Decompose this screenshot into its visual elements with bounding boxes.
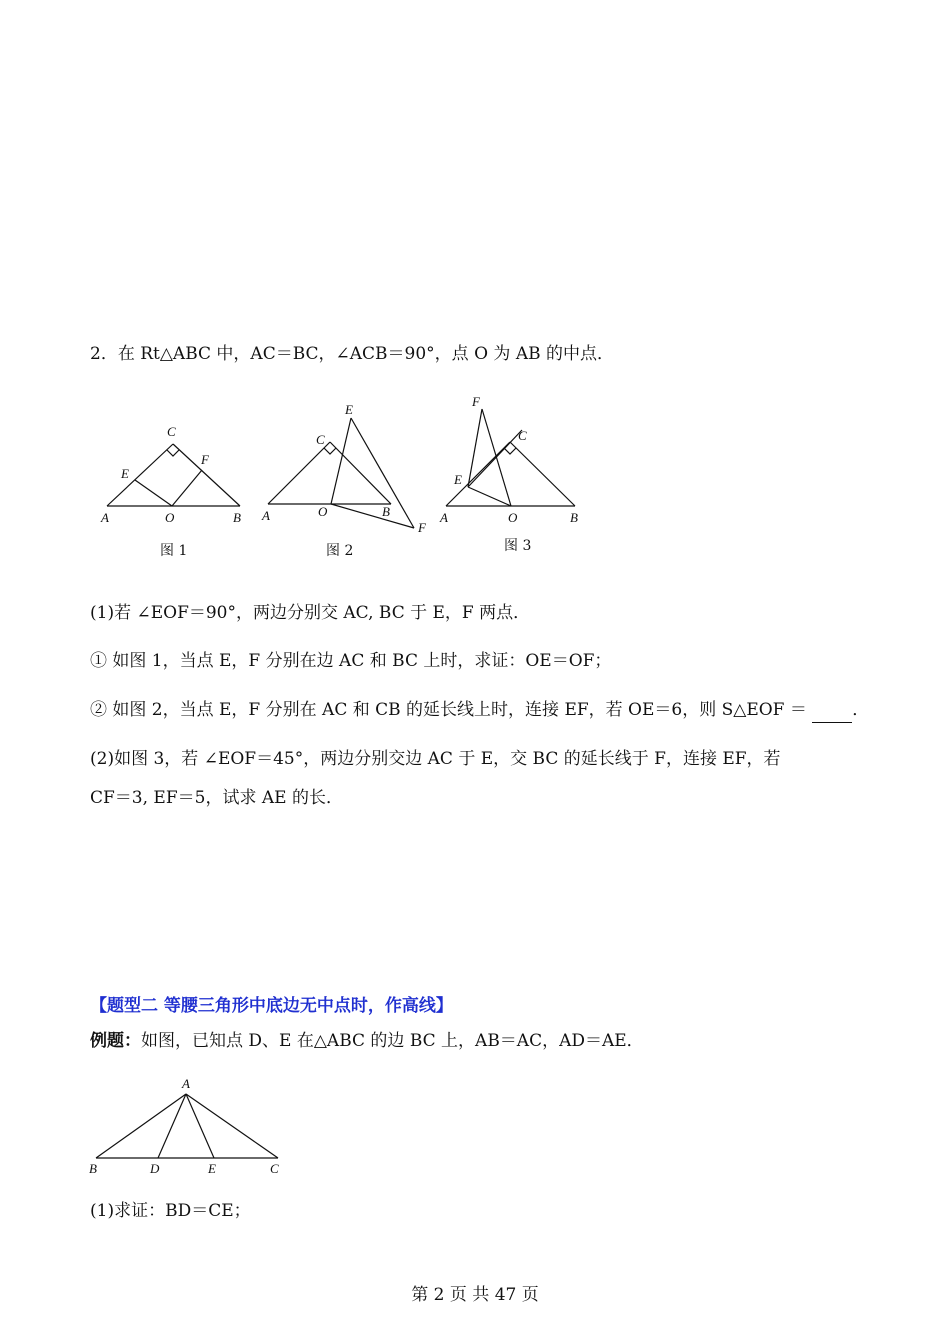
ex-label-c: C xyxy=(270,1161,279,1176)
fig1-label-a: A xyxy=(101,510,109,525)
example-text: 如图，已知点 D、E 在△ABC 的边 BC 上，AB＝AC，AD＝AE． xyxy=(141,1031,644,1051)
problem2-part2-line1: (2)如图 3，若 ∠EOF＝45°，两边分别交边 AC 于 E，交 BC 的延长线于 F，连接 EF，若 xyxy=(90,749,781,769)
problem2-sub2 xyxy=(90,697,869,723)
problem2-intro: 2．在 Rt△ABC 中，AC＝BC，∠ACB＝90°，点 O 为 AB 的中点． xyxy=(90,344,614,364)
answer-blank xyxy=(812,704,852,723)
example-figure xyxy=(86,1072,291,1180)
fig2-label-o: O xyxy=(318,504,328,519)
figure-3 xyxy=(438,392,588,527)
fig3-label-a: A xyxy=(440,510,448,525)
ex-label-e: E xyxy=(208,1161,216,1176)
fig3-label-o: O xyxy=(508,510,518,525)
fig3-label-b: B xyxy=(570,510,578,525)
figure-2-caption: 图 2 xyxy=(326,543,354,559)
problem2-sub2-text: ② 如图 2，当点 E，F 分别在 AC 和 CB 的延长线上时，连接 EF，若 OE＝6，则 S△EOF ＝ xyxy=(90,700,807,720)
example-line xyxy=(90,1028,644,1054)
page-footer: 第 2 页 共 47 页 xyxy=(411,1285,539,1305)
problem2-sub2-end: ． xyxy=(852,700,870,720)
figure-1-caption: 图 1 xyxy=(160,543,188,559)
figure-1 xyxy=(95,420,255,535)
figure-3-caption: 图 3 xyxy=(504,538,532,554)
fig2-label-a: A xyxy=(262,508,270,523)
ex-label-a: A xyxy=(182,1076,190,1091)
fig1-label-b: B xyxy=(233,510,241,525)
fig1-label-e: E xyxy=(121,466,129,481)
fig2-label-b: B xyxy=(382,504,390,519)
ex-label-b: B xyxy=(89,1161,97,1176)
fig1-label-f: F xyxy=(201,452,209,467)
problem2-part2-line2: CF＝3, EF＝5，试求 AE 的长． xyxy=(90,788,343,808)
section-heading: 【题型二 等腰三角形中底边无中点时，作高线】 xyxy=(90,996,453,1016)
fig2-label-e: E xyxy=(345,402,353,417)
fig2-label-f: F xyxy=(418,520,426,535)
fig3-label-e: E xyxy=(454,472,462,487)
fig1-label-c: C xyxy=(167,424,176,439)
figure-2 xyxy=(258,398,433,538)
fig3-label-f: F xyxy=(472,394,480,409)
fig2-label-c: C xyxy=(316,432,325,447)
fig1-label-o: O xyxy=(165,510,175,525)
example-q1: (1)求证：BD＝CE； xyxy=(90,1201,251,1221)
problem2-part1: (1)若 ∠EOF＝90°，两边分别交 AC, BC 于 E，F 两点． xyxy=(90,603,531,623)
fig3-label-c: C xyxy=(518,428,527,443)
ex-label-d: D xyxy=(150,1161,160,1176)
problem2-sub1: ① 如图 1，当点 E，F 分别在边 AC 和 BC 上时，求证：OE＝OF； xyxy=(90,651,612,671)
example-label: 例题： xyxy=(90,1031,141,1051)
